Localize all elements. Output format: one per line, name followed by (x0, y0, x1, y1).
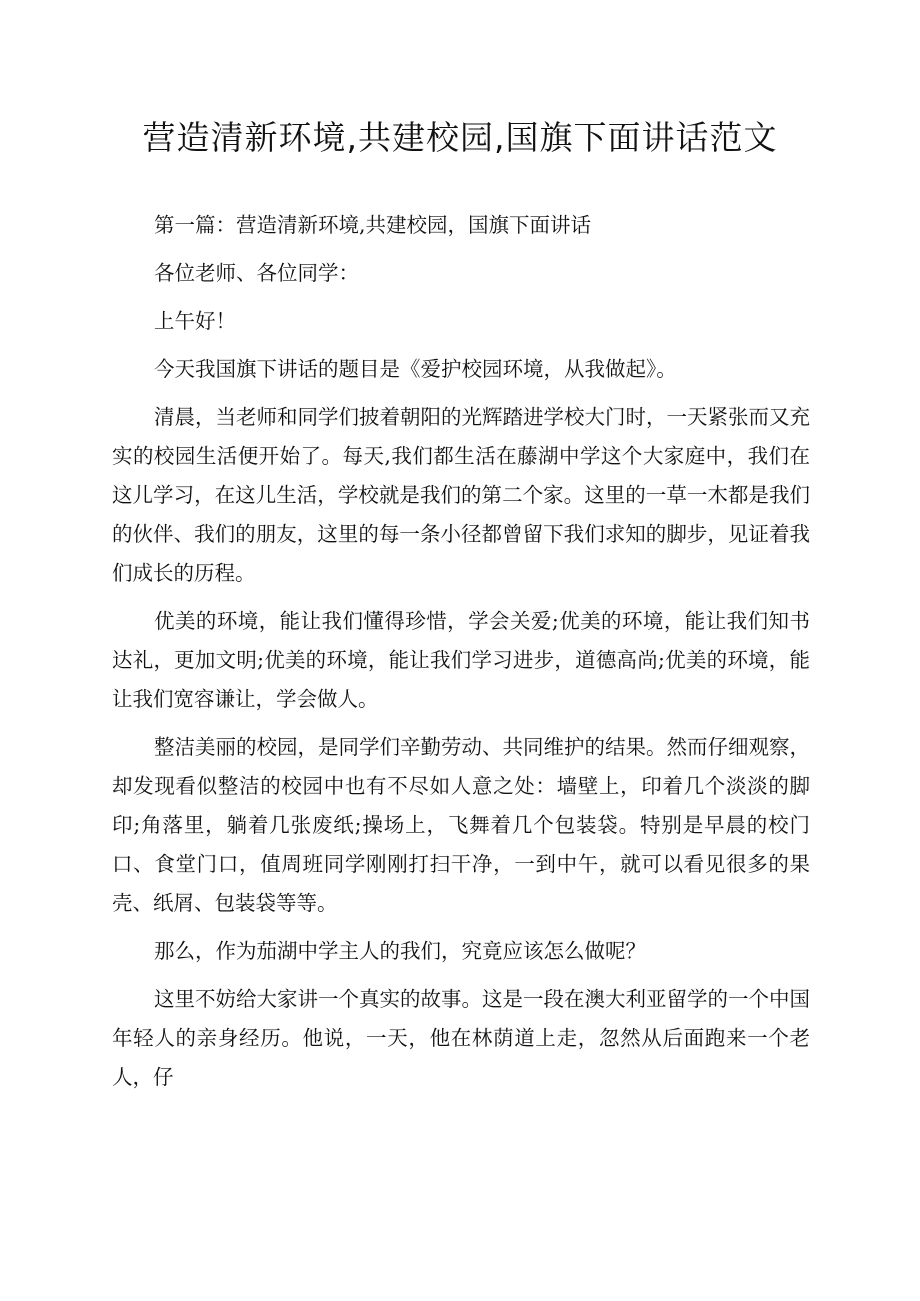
paragraph-morning-campus: 清晨，当老师和同学们披着朝阳的光辉踏进学校大门时，一天紧张而又充实的校园生活便开始了。每天,我们都生活在藤湖中学这个大家庭中，我们在这儿学习，在这儿生活，学校就是我们的第二个家。这里的一草一木都是我们的伙伴、我们的朋友，这里的每一条小径都曾留下我们求知的脚步，见证着我们成长的历程。 (112, 405, 810, 585)
document-title: 营造清新环境,共建校园,国旗下面讲话范文 (142, 118, 778, 157)
paragraph-speech-topic: 今天我国旗下讲话的题目是《爱护校园环境，从我做起》。 (154, 357, 677, 381)
document-body (112, 206, 810, 1106)
paragraph-question: 那么，作为茄湖中学主人的我们，究竟应该怎么做呢？ (154, 939, 646, 963)
paragraph-greeting: 上午好！ (154, 309, 236, 333)
paragraph-section-heading: 第一篇：营造清新环境,共建校园，国旗下面讲话 (154, 213, 592, 237)
paragraph-story: 这里不妨给大家讲一个真实的故事。这是一段在澳大利亚留学的一个中国年轻人的亲身经历。他说，一天，他在林荫道上走，忽然从后面跑来一个老人，仔 (112, 987, 810, 1089)
paragraph-salutation: 各位老师、各位同学： (154, 261, 359, 285)
paragraph-campus-issues: 整洁美丽的校园，是同学们辛勤劳动、共同维护的结果。然而仔细观察，却发现看似整洁的校园中也有不尽如人意之处：墙壁上，印着几个淡淡的脚印;角落里，躺着几张废纸;操场上，飞舞着几个包装袋。特别是早晨的校门口、食堂门口，值周班同学刚刚打扫干净，一到中午，就可以看见很多的果壳、纸屑、包装袋等等。 (112, 735, 810, 915)
paragraph-beautiful-environment: 优美的环境，能让我们懂得珍惜，学会关爱;优美的环境，能让我们知书达礼，更加文明;优美的环境，能让我们学习进步，道德高尚;优美的环境，能让我们宽容谦让，学会做人。 (112, 609, 810, 711)
